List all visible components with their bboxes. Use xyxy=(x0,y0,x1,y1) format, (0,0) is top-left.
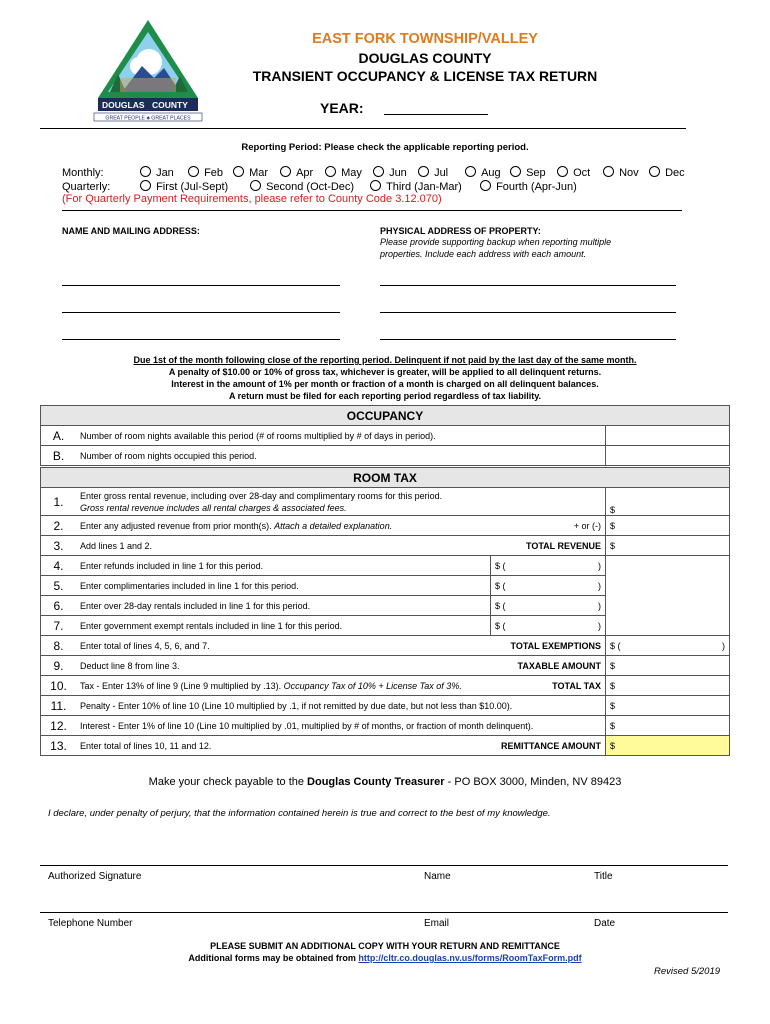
header-form-title: TRANSIENT OCCUPANCY & LICENSE TAX RETURN xyxy=(252,68,598,84)
forms-link[interactable]: http://cltr.co.douglas.nv.us/forms/RoomTaxForm.pdf xyxy=(358,953,582,963)
line-10-description: Tax - Enter 13% of line 9 (Line 9 multiplied by .13). Occupancy Tax of 10% + License Tax of 3%. TOTAL TAX xyxy=(76,676,606,696)
month-option-label: Jul xyxy=(434,167,449,179)
submit-copy-notice: PLEASE SUBMIT AN ADDITIONAL COPY WITH YOUR RETURN AND REMITTANCE xyxy=(210,941,560,951)
quarter-option[interactable] xyxy=(480,180,590,193)
radio-button[interactable] xyxy=(325,166,336,177)
interest-field[interactable]: $ xyxy=(606,716,730,736)
payable-address: - PO BOX 3000, Minden, NV 89423 xyxy=(447,776,622,788)
total-exemptions-field[interactable]: $ ( ) xyxy=(606,636,730,656)
quarter-option[interactable] xyxy=(370,180,480,193)
over-28-day-field[interactable]: $ ( ) xyxy=(491,596,606,616)
line-13-description: Enter total of lines 10, 11 and 12. REMITTANCE AMOUNT xyxy=(76,736,606,756)
line-number: 1. xyxy=(41,488,77,516)
email-label: Email xyxy=(424,918,450,929)
month-option-label: May xyxy=(341,167,362,179)
line-number: 11. xyxy=(41,696,77,716)
line-number: 4. xyxy=(41,556,77,576)
month-option-label: Dec xyxy=(665,167,685,179)
quarter-option-label: Third (Jan-Mar) xyxy=(386,181,462,193)
month-option-label: Nov xyxy=(619,167,639,179)
logo-name-left: DOUGLAS xyxy=(102,100,145,110)
signature-line-1[interactable] xyxy=(40,865,728,866)
header-township: EAST FORK TOWNSHIP/VALLEY xyxy=(312,31,538,47)
blank-cell xyxy=(606,556,730,636)
month-option[interactable] xyxy=(325,166,373,179)
mailing-line-3[interactable] xyxy=(62,339,340,340)
monthly-row xyxy=(62,166,689,179)
radio-button[interactable] xyxy=(465,166,476,177)
row-description: Number of room nights occupied this period. xyxy=(76,446,606,466)
physical-line-1[interactable] xyxy=(380,285,676,286)
line-number: 9. xyxy=(41,656,77,676)
line-5-description: Enter complimentaries included in line 1 for this period. xyxy=(76,576,491,596)
rooms-available-field[interactable] xyxy=(606,426,730,446)
line-9-description: Deduct line 8 from line 3. TAXABLE AMOUNT xyxy=(76,656,606,676)
logo-name-right: COUNTY xyxy=(152,100,188,110)
title-label: Title xyxy=(594,871,613,882)
total-tax-field[interactable]: $ xyxy=(606,676,730,696)
quarterly-row xyxy=(62,180,590,193)
logo-state: NEVADA xyxy=(114,38,131,43)
occupancy-title: OCCUPANCY xyxy=(41,406,730,426)
quarter-option-label: Fourth (Apr-Jun) xyxy=(496,181,577,193)
physical-address-label: PHYSICAL ADDRESS OF PROPERTY: xyxy=(380,226,541,236)
line-number: 13. xyxy=(41,736,77,756)
forms-availability-text: Additional forms may be obtained from xyxy=(188,953,356,963)
month-option[interactable] xyxy=(140,166,188,179)
radio-button[interactable] xyxy=(140,180,151,191)
month-option[interactable] xyxy=(603,166,649,179)
notice-line-3: Interest in the amount of 1% per month or fraction of a month is charged on all delinquent balances. xyxy=(171,379,599,389)
radio-button[interactable] xyxy=(557,166,568,177)
line-number: 3. xyxy=(41,536,77,556)
line-1-note: Gross rental revenue includes all rental charges & associated fees. xyxy=(80,502,347,513)
quarter-option[interactable] xyxy=(250,180,370,193)
complimentaries-field[interactable]: $ ( ) xyxy=(491,576,606,596)
month-option-label: Oct xyxy=(573,167,591,179)
line-6-description: Enter over 28-day rentals included in line 1 for this period. xyxy=(76,596,491,616)
adjusted-revenue-field[interactable]: $ xyxy=(606,516,730,536)
line-7-description: Enter government exempt rentals included in line 1 for this period. xyxy=(76,616,491,636)
quarter-option-label: Second (Oct-Dec) xyxy=(266,181,355,193)
monthly-label: Monthly: xyxy=(62,167,104,179)
douglas-county-logo xyxy=(92,18,204,122)
government-exempt-field[interactable]: $ ( ) xyxy=(491,616,606,636)
month-option[interactable] xyxy=(233,166,280,179)
physical-line-2[interactable] xyxy=(380,312,676,313)
header-rule xyxy=(40,128,686,129)
line-number: 8. xyxy=(41,636,77,656)
month-option[interactable] xyxy=(188,166,233,179)
line-4-description: Enter refunds included in line 1 for this period. xyxy=(76,556,491,576)
radio-button[interactable] xyxy=(373,166,384,177)
line-number: 2. xyxy=(41,516,77,536)
room-tax-title: ROOM TAX xyxy=(41,468,730,488)
row-number: B. xyxy=(41,446,77,466)
rooms-occupied-field[interactable] xyxy=(606,446,730,466)
physical-note-1: Please provide supporting backup when reporting multiple xyxy=(380,237,612,247)
radio-button[interactable] xyxy=(140,166,151,177)
refunds-field[interactable]: $ ( ) xyxy=(491,556,606,576)
payable-treasurer: Douglas County Treasurer xyxy=(307,776,445,788)
mailing-line-2[interactable] xyxy=(62,312,340,313)
mailing-line-1[interactable] xyxy=(62,285,340,286)
year-label: YEAR: xyxy=(320,100,364,116)
logo-tagline: GREAT PEOPLE ♣ GREAT PLACES xyxy=(105,115,191,122)
row-description: Number of room nights available this period (# of rooms multiplied by # of days in period). xyxy=(76,426,606,446)
signature-line-2[interactable] xyxy=(40,912,728,913)
radio-button[interactable] xyxy=(370,180,381,191)
month-option-label: Jun xyxy=(389,167,407,179)
penalty-field[interactable]: $ xyxy=(606,696,730,716)
line-2-description: Enter any adjusted revenue from prior month(s). Attach a detailed explanation. + or (-) xyxy=(76,516,606,536)
radio-button[interactable] xyxy=(188,166,199,177)
month-option[interactable] xyxy=(465,166,510,179)
month-option[interactable] xyxy=(418,166,465,179)
month-option-label: Mar xyxy=(249,167,269,179)
row-number: A. xyxy=(41,426,77,446)
physical-note-2: properties. Include each address with each amount. xyxy=(380,249,587,259)
line-number: 5. xyxy=(41,576,77,596)
line-1-text: Enter gross rental revenue, including over 28-day and complimentary rooms for this period. xyxy=(80,490,443,501)
radio-button[interactable] xyxy=(603,166,614,177)
authorized-signature-label: Authorized Signature xyxy=(48,871,142,882)
reporting-period-instruction: Reporting Period: Please check the applicable reporting period. xyxy=(241,142,529,153)
month-option[interactable] xyxy=(649,166,689,179)
month-option-label: Sep xyxy=(526,167,546,179)
radio-button[interactable] xyxy=(250,180,261,191)
month-option-label: Jan xyxy=(156,167,174,179)
quarterly-label: Quarterly: xyxy=(62,181,111,193)
month-option[interactable] xyxy=(373,166,418,179)
month-option-label: Apr xyxy=(296,167,314,179)
radio-button[interactable] xyxy=(649,166,660,177)
notice-line-2: A penalty of $10.00 or 10% of gross tax, whichever is greater, will be applied to all delinquent returns. xyxy=(168,367,602,377)
header-county: DOUGLAS COUNTY xyxy=(358,50,492,66)
occupancy-table xyxy=(40,405,730,466)
name-label: Name xyxy=(424,871,451,882)
perjury-declaration: I declare, under penalty of perjury, that the information contained herein is true and correct to the best of my knowledge. xyxy=(48,808,551,819)
quarterly-note: (For Quarterly Payment Requirements, please refer to County Code 3.12.070) xyxy=(62,193,442,205)
radio-button[interactable] xyxy=(510,166,521,177)
radio-button[interactable] xyxy=(418,166,429,177)
revision-date: Revised 5/2019 xyxy=(654,966,721,977)
notice-line-4: A return must be filed for each reporting period regardless of tax liability. xyxy=(228,391,542,401)
line-12-description: Interest - Enter 1% of line 10 (Line 10 multiplied by .01, multiplied by # of months, or fraction of month delinquent). xyxy=(76,716,606,736)
line-8-description: Enter total of lines 4, 5, 6, and 7. TOTAL EXEMPTIONS xyxy=(76,636,606,656)
taxable-amount-field[interactable]: $ xyxy=(606,656,730,676)
gross-revenue-field[interactable]: $ xyxy=(606,488,730,516)
quarter-option-label: First (Jul-Sept) xyxy=(156,181,229,193)
line-number: 6. xyxy=(41,596,77,616)
delinquency-notice xyxy=(40,354,730,402)
payable-pre: Make your check payable to the xyxy=(148,776,304,788)
month-option-label: Aug xyxy=(481,167,501,179)
line-3-description: Add lines 1 and 2. TOTAL REVENUE xyxy=(76,536,606,556)
total-revenue-field[interactable]: $ xyxy=(606,536,730,556)
room-tax-table xyxy=(40,467,730,756)
rule-2 xyxy=(62,210,682,211)
name-address-label: NAME AND MAILING ADDRESS: xyxy=(62,226,200,236)
notice-line-1: Due 1st of the month following close of the reporting period. Delinquent if not paid by the last day of the same month. xyxy=(133,355,637,365)
month-option[interactable] xyxy=(510,166,557,179)
radio-button[interactable] xyxy=(233,166,244,177)
line-number: 12. xyxy=(41,716,77,736)
remittance-amount-field[interactable]: $ xyxy=(606,736,730,756)
forms-availability xyxy=(40,953,730,963)
line-number: 10. xyxy=(41,676,77,696)
month-option[interactable] xyxy=(557,166,603,179)
month-option[interactable] xyxy=(280,166,325,179)
logo-est: EST. 1861 xyxy=(170,38,189,43)
radio-button[interactable] xyxy=(480,180,491,191)
payable-line xyxy=(40,776,730,788)
line-11-description: Penalty - Enter 10% of line 10 (Line 10 multiplied by .1, if not remitted by due date, but not less than $10.00). xyxy=(76,696,606,716)
month-option-label: Feb xyxy=(204,167,224,179)
radio-button[interactable] xyxy=(280,166,291,177)
date-label: Date xyxy=(594,918,616,929)
year-field[interactable] xyxy=(384,114,488,115)
line-number: 7. xyxy=(41,616,77,636)
physical-line-3[interactable] xyxy=(380,339,676,340)
telephone-label: Telephone Number xyxy=(48,918,133,929)
quarter-option[interactable] xyxy=(140,180,250,193)
line-1-description xyxy=(76,488,606,516)
